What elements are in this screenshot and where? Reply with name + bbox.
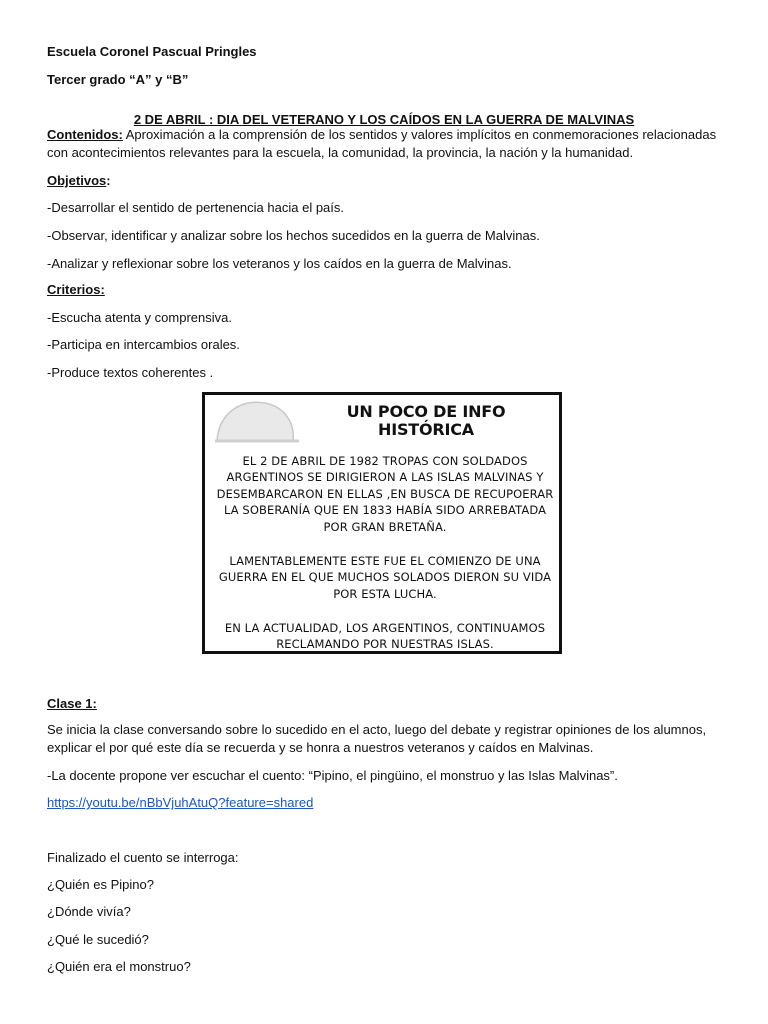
clase1-proposal: -La docente propone ver escuchar el cuento: “Pipino, el pingüino, el monstruo y las Islas Malvinas”. — [47, 768, 618, 783]
criterio-item: -Produce textos coherentes . — [47, 365, 214, 380]
question-item: ¿Qué le sucedió? — [47, 932, 149, 947]
objetivo-item: -Desarrollar el sentido de pertenencia hacia el país. — [47, 200, 345, 215]
question-item: ¿Quién era el monstruo? — [47, 959, 191, 974]
questions-intro: Finalizado el cuento se interroga: — [47, 850, 239, 865]
clase1-paragraph: Se inicia la clase conversando sobre lo sucedido en el acto, luego del debate y registrar opiniones de los alumnos, explicar el por qué este día se recuerda y se honra a nuestros veteranos y caídos en Malvinas. — [47, 722, 707, 755]
objetivo-item: -Analizar y reflexionar sobre los veteranos y los caídos en la guerra de Malvinas. — [47, 256, 512, 271]
objetivos-label: Objetivos — [47, 173, 107, 188]
objetivo-item: -Observar, identificar y analizar sobre los hechos sucedidos en la guerra de Malvinas. — [47, 228, 540, 243]
youtube-link[interactable]: https://youtu.be/nBbVjuhAtuQ?feature=shared — [47, 795, 314, 810]
criterio-item: -Escucha atenta y comprensiva. — [47, 310, 232, 325]
info-box-paragraph: EN LA ACTUALIDAD, LOS ARGENTINOS, CONTINUAMOS RECLAMANDO POR NUESTRAS ISLAS. — [224, 620, 546, 651]
school-name: Escuela Coronel Pascual Pringles — [47, 44, 257, 59]
contenidos-label: Contenidos: — [47, 127, 123, 142]
info-box-paragraph: LAMENTABLEMENTE ESTE FUE EL COMIENZO DE UNA GUERRA EN EL QUE MUCHOS SOLADOS DIERON SU VIDA POR ESTA LUCHA. — [218, 553, 552, 601]
link-line — [47, 794, 727, 812]
page-title: 2 DE ABRIL : DIA DEL VETERANO Y LOS CAÍDOS EN LA GUERRA DE MALVINAS — [133, 112, 635, 127]
info-box-paragraph: EL 2 DE ABRIL DE 1982 TROPAS CON SOLDADOS ARGENTINOS SE DIRIGIERON A LAS ISLAS MALVINAS Y DESEMBARCARON EN ELLAS ,EN BUSCA DE RECUPOERAR LA SOBERANÍA QUE EN 1833 HABÍA SIDO ARREBATADA POR GRAN BRETAÑA. — [216, 453, 554, 534]
info-historica-box — [202, 392, 562, 654]
clase1-heading: Clase 1: — [47, 696, 97, 711]
criterios-heading: Criterios: — [47, 282, 105, 297]
objetivos-suffix: : — [106, 173, 111, 188]
info-box-title: UN POCO DE INFO HISTÓRICA — [346, 402, 506, 439]
contenidos-text: Aproximación a la comprensión de los sentidos y valores implícitos en conmemoraciones relacionadas con acontecimientos relevantes para la escuela, la comunidad, la provincia, la nación y la humanidad. — [47, 127, 717, 160]
objetivos-heading — [47, 172, 727, 190]
criterio-item: -Participa en intercambios orales. — [47, 337, 240, 352]
question-item: ¿Dónde vivía? — [47, 904, 131, 919]
contenidos-paragraph — [47, 126, 727, 162]
helmet-icon — [213, 397, 303, 447]
question-item: ¿Quién es Pipino? — [47, 877, 154, 892]
grade-line: Tercer grado “A” y “B” — [47, 72, 189, 87]
